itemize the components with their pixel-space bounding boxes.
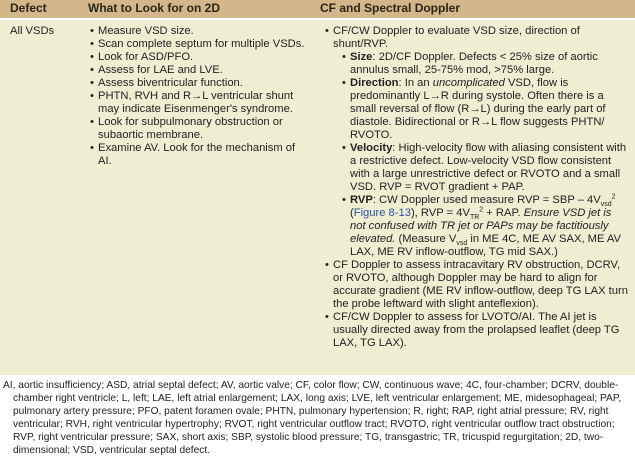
list-item: • CF/CW Doppler to assess for LVOTO/AI. The AI jet is usually directed away from the prolapsed leaflet (deep TG LAX, TG LAX). (325, 311, 630, 350)
list-item: • Look for ASD/PFO. (90, 51, 305, 64)
rvp-emphasis: Ensure VSD jet is not confused with TR jet or PAPs may be factitiously elevated. (350, 207, 612, 245)
footnote-text: AI, aortic insufficiency; ASD, atrial septal defect; AV, aortic valve; CF, color flow; CW, continuous wave; 4C, four-chamber; DCRV, double-chamber right ventricle; L, left; LAE, left atrial enlargement; LAX, long axis; LVE, left ventricular enlargement; ME, midesophageal; PAP, pulmonary artery pressure; PFO, patent foramen ovale; PHTN, pulmonary hypertension; R, right; RAP, right atrial pressure; RV, right ventricular; RVH, right ventricular hypertrophy; RVOT, right ventricular outflow tract; RVOTO, right ventricular outflow tract obstruction; RVP, right ventricular pressure; SAX, short axis; SBP, systolic blood pressure; TG, transgastric; TR, tricuspid regurgitation; 2D, two-dimensional; VSD, ventricular septal defect. (3, 380, 622, 457)
list-item: • Assess for LAE and LVE. (90, 64, 305, 77)
rvp-text: (Measure V (395, 233, 457, 245)
direction-text: : In an (398, 77, 433, 89)
rvp-text: in ME 4C, ME AV SAX, ME AV LAX, ME RV inflow-outflow, TG mid SAX.) (350, 233, 622, 258)
list-item: • Assess biventricular function. (90, 77, 305, 90)
velocity-label: Velocity (350, 142, 393, 154)
header-doppler: CF and Spectral Doppler (320, 1, 461, 15)
direction-item (342, 77, 630, 142)
doppler-cell (325, 25, 630, 350)
subscript: vsd (456, 240, 468, 248)
figure-link[interactable]: Figure 8-13 (353, 207, 411, 219)
list-item: • CF Doppler to assess intracavitary RV obstruction, DCRV, or RVOTO, although Doppler may be hard to align for accurate gradient (ME RV inflow-outflow, deep TG LAX turn the probe leftward with slight anteflexion). (325, 259, 630, 311)
velocity-item (342, 142, 630, 194)
subscript: TR (469, 214, 480, 222)
rvp-text: ), RVP = 4V (410, 207, 470, 219)
defect-cell: All VSDs (10, 25, 55, 37)
table-header (0, 0, 635, 18)
table-row (0, 20, 635, 375)
list-item: • Measure VSD size. (90, 25, 305, 38)
list-item: • Scan complete septum for multiple VSDs. (90, 38, 305, 51)
list-item: • PHTN, RVH and R→L ventricular shunt may indicate Eisenmenger's syndrome. (90, 90, 305, 116)
rvp-text: + RAP. (483, 207, 524, 219)
size-label: Size (350, 51, 373, 63)
direction-label: Direction (350, 77, 399, 89)
header-2d: What to Look for on 2D (88, 1, 220, 15)
superscript: 2 (479, 206, 484, 214)
rvp-item: • RVP: CW Doppler used measure RVP = SBP – $4V_{vsd}^2$ (Figure 8-13), RVP = $4V_{TR}^2$ + RAP. Ensure VSD jet is not confused with TR jet or PAPs may be factitiously elevated. (Measure $V_{vsd}$ in ME 4C, ME AV SAX, ME AV LAX, ME RV inflow-outflow, TG mid SAX.) (342, 194, 630, 259)
superscript: 2 (611, 193, 616, 201)
list-item: • Look for subpulmonary obstruction or subaortic membrane. (90, 116, 305, 142)
velocity-text: : High-velocity flow with aliasing consistent with a restrictive defect. Low-velocity VSD flow consistent with a large unrestrictive defect or RVOTO and a small VSD. RVP = RVOT gradient + PAP. (350, 142, 627, 193)
doppler-item-text: CF/CW Doppler to evaluate VSD size, direction of shunt/RVP. (333, 25, 580, 50)
rvp-label: RVP (350, 194, 373, 206)
direction-text: VSD, flow is predominantly L→R during systole. Often there is a small reversal of flow (R→L) during the early part of diastole. Bidirectional or R→L flow suggests PHTN/ RVOTO. (350, 77, 606, 141)
size-text: : 2D/CF Doppler. Defects < 25% size of aortic annulus small, 25-75% mod, >75% large. (350, 51, 598, 76)
rvp-text: : CW Doppler used measure RVP = SBP – 4V (372, 194, 601, 206)
list-item: • Examine AV. Look for the mechanism of AI. (90, 142, 305, 168)
list-item (325, 25, 630, 259)
size-item (342, 51, 630, 77)
direction-emphasis: uncomplicated (432, 77, 505, 89)
header-defect: Defect (10, 1, 47, 15)
abbreviations-footnote (3, 379, 631, 458)
look-for-2d-cell (90, 25, 305, 168)
subscript: vsd (600, 201, 612, 209)
